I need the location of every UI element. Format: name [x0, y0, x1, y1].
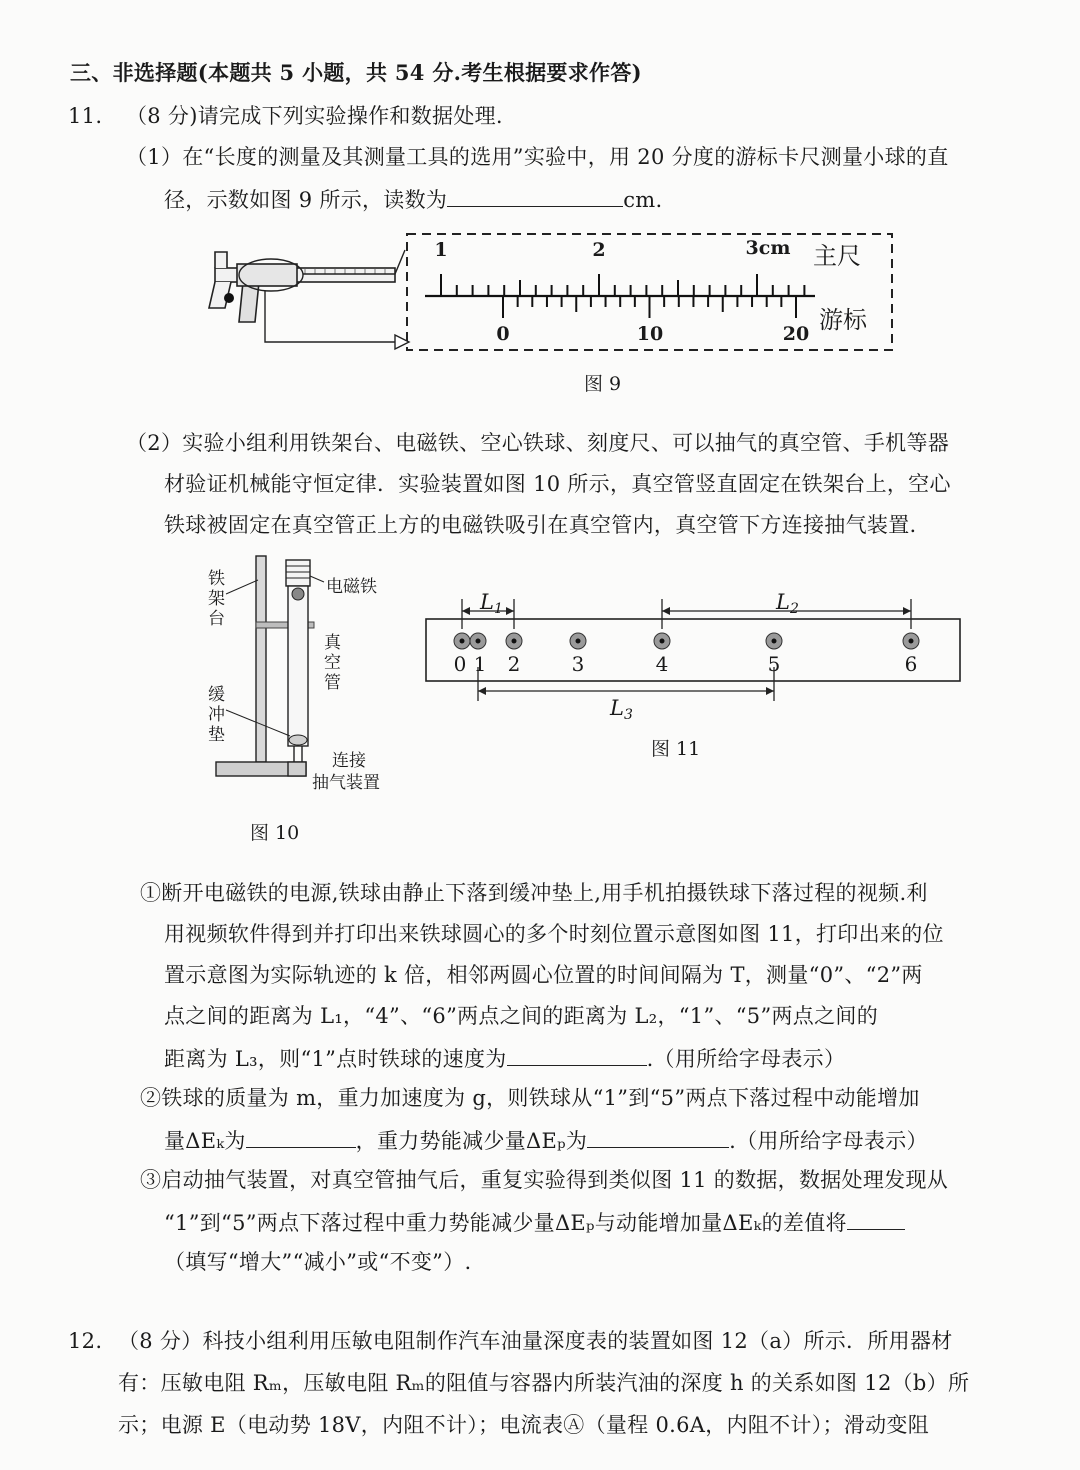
vernier-scale-ticks — [503, 296, 796, 318]
caliper-illustration — [209, 252, 395, 322]
answer-blank-potential[interactable] — [587, 1129, 729, 1148]
ball-positions — [454, 633, 919, 676]
q12-line3: 示；电源 E（电动势 18V，内阻不计）；电流表Ⓐ（量程 0.6A，内阻不计）；滑动变阻 — [118, 1413, 930, 1437]
answer-blank-kinetic[interactable] — [246, 1129, 356, 1148]
label-L1: L1 — [480, 590, 503, 617]
s2-text-a: 量ΔEₖ为 — [164, 1129, 246, 1153]
vernier-name: 游标 — [819, 306, 867, 334]
label-tube-3: 管 — [324, 673, 341, 693]
label-pump-1: 连接 — [332, 751, 366, 771]
q11-p1-unit: cm. — [623, 188, 663, 212]
ball-label-6: 6 — [904, 652, 918, 676]
vacuum-tube — [288, 586, 308, 746]
electromagnet — [286, 560, 310, 586]
answer-blank-difference[interactable] — [847, 1211, 905, 1230]
s1-line1: ①断开电磁铁的电源,铁球由静止下落到缓冲垫上,用手机拍摄铁球下落过程的视频.利 — [140, 881, 928, 905]
s3-line3: （填写“增大”“减小”或“不变”）. — [164, 1250, 472, 1274]
answer-blank-velocity[interactable] — [507, 1047, 647, 1066]
label-stand-3: 台 — [208, 609, 225, 629]
ball-position-2 — [506, 633, 522, 676]
ball-label-3: 3 — [571, 652, 585, 676]
label-tube-1: 真 — [324, 633, 341, 653]
label-L2: L2 — [776, 590, 799, 617]
label-pad-2: 冲 — [208, 705, 225, 725]
s3-line2 — [164, 1211, 905, 1234]
vernier-label-20: 20 — [782, 323, 810, 345]
s1-text: 距离为 L₃，则“1”点时铁球的速度为 — [164, 1047, 507, 1071]
main-label-3cm: 3cm — [745, 237, 791, 259]
label-pad-3: 垫 — [208, 725, 225, 745]
ball-position-0 — [454, 633, 470, 676]
s3-line1: ③启动抽气装置，对真空管抽气后，重复实验得到类似图 11 的数据，数据处理发现从 — [140, 1168, 949, 1192]
label-L3: L3 — [610, 696, 633, 723]
label-magnet: 电磁铁 — [326, 577, 377, 597]
s1-tail: .（用所给字母表示） — [646, 1047, 846, 1071]
ball-label-4: 4 — [655, 652, 669, 676]
s2-line2 — [164, 1129, 928, 1152]
ball-label-5: 5 — [767, 652, 781, 676]
small-ball-icon — [224, 293, 234, 303]
ball-position-6 — [903, 633, 919, 676]
s2-text-b: ，重力势能减少量ΔEₚ为 — [355, 1129, 588, 1153]
ball-position-3 — [570, 633, 586, 676]
s1-line5 — [164, 1047, 845, 1070]
ball-position-4 — [654, 633, 670, 676]
q11-p2-line1: （2）实验小组利用铁架台、电磁铁、空心铁球、刻度尺、可以抽气的真空管、手机等器 — [126, 431, 950, 455]
s3-text: “1”到“5”两点下落过程中重力势能减少量ΔEₚ与动能增加量ΔEₖ的差值将 — [164, 1211, 847, 1235]
label-tube-2: 空 — [324, 653, 341, 673]
iron-stand-rod — [256, 556, 266, 762]
label-pump-2: 抽气装置 — [312, 773, 380, 793]
q11-number: 11. — [68, 104, 103, 128]
s1-line4: 点之间的距离为 L₁，“4”、“6”两点之间的距离为 L₂，“1”、“5”两点之间的 — [164, 1004, 879, 1028]
buffer-pad — [289, 735, 307, 745]
s1-line3: 置示意图为实际轨迹的 k 倍，相邻两圆心位置的时间间隔为 T，测量“0”、“2”两 — [164, 963, 923, 987]
main-scale-ticks — [441, 274, 804, 296]
q11-p2-line2: 材验证机械能守恒定律．实验装置如图 10 所示，真空管竖直固定在铁架台上，空心 — [164, 472, 951, 496]
vernier-label-10: 10 — [636, 323, 664, 345]
figure-11-positions — [420, 585, 970, 725]
label-stand-2: 架 — [208, 589, 225, 609]
print-strip — [426, 619, 960, 681]
figure-10-caption: 图 10 — [250, 822, 300, 844]
q11-p1-line1: （1）在“长度的测量及其测量工具的选用”实验中，用 20 分度的游标卡尺测量小球的直 — [126, 145, 949, 169]
s2-text-c: .（用所给字母表示） — [729, 1129, 928, 1153]
ball-label-1: 1 — [473, 652, 487, 676]
q12-line1: （8 分）科技小组利用压敏电阻制作汽车油量深度表的装置如图 12（a）所示．所用器材 — [118, 1329, 953, 1353]
q12-line2: 有：压敏电阻 Rₘ，压敏电阻 Rₘ的阻值与容器内所装汽油的深度 h 的关系如图 12（b）所 — [118, 1371, 970, 1395]
figure-11-caption: 图 11 — [651, 738, 701, 760]
iron-ball — [292, 588, 304, 600]
figure-10-apparatus — [200, 550, 400, 798]
answer-blank-reading[interactable] — [447, 188, 623, 207]
figure-9-vernier-caliper — [195, 222, 905, 362]
figure-9-caption: 图 9 — [584, 373, 622, 395]
section-header: 三、非选择题(本题共 5 小题，共 54 分.考生根据要求作答) — [70, 60, 642, 85]
s2-line1: ②铁球的质量为 m，重力加速度为 g，则铁球从“1”到“5”两点下落过程中动能增加 — [140, 1086, 920, 1110]
main-label-1: 1 — [434, 239, 448, 261]
main-label-2: 2 — [592, 239, 606, 261]
pump-pipe — [294, 746, 302, 762]
vernier-label-0: 0 — [496, 323, 510, 345]
q11-intro: （8 分)请完成下列实验操作和数据处理. — [126, 104, 503, 128]
ball-label-2: 2 — [507, 652, 521, 676]
label-stand-1: 铁 — [208, 569, 225, 589]
q11-p1-text: 径，示数如图 9 所示，读数为 — [164, 188, 448, 212]
label-pad-1: 缓 — [208, 685, 225, 705]
q12-number: 12. — [68, 1329, 103, 1353]
q11-p1-line2 — [164, 188, 662, 211]
main-scale-name: 主尺 — [813, 242, 861, 270]
ball-label-0: 0 — [453, 652, 467, 676]
s1-line2: 用视频软件得到并打印出来铁球圆心的多个时刻位置示意图如图 11，打印出来的位 — [164, 922, 944, 946]
q11-p2-line3: 铁球被固定在真空管正上方的电磁铁吸引在真空管内，真空管下方连接抽气装置. — [164, 513, 917, 537]
